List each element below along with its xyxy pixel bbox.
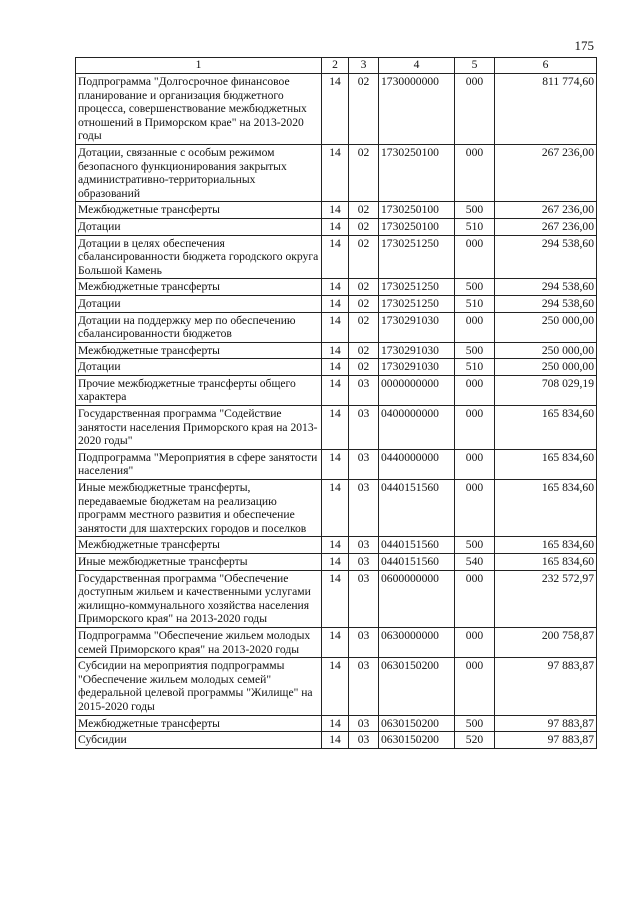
table-row [76, 570, 597, 627]
row-type-cell: 540 [455, 554, 495, 571]
row-amount-cell: 232 572,97 [495, 570, 597, 627]
row-subsection-cell: 03 [349, 480, 379, 537]
row-amount-cell: 250 000,00 [495, 359, 597, 376]
budget-table [75, 57, 597, 749]
row-name-cell: Субсидии на мероприятия подпрограммы "Обеспечение жильем молодых семей" федеральной целевой программы "Жилище" на 2015-2020 годы [76, 658, 322, 715]
row-target-cell: 0630150200 [379, 732, 455, 749]
row-name-cell: Межбюджетные трансферты [76, 279, 322, 296]
row-section-cell: 14 [322, 537, 349, 554]
row-subsection-cell: 03 [349, 627, 379, 657]
row-name-cell: Иные межбюджетные трансферты [76, 554, 322, 571]
row-amount-cell: 294 538,60 [495, 295, 597, 312]
row-section-cell: 14 [322, 375, 349, 405]
row-type-cell: 510 [455, 295, 495, 312]
row-name-cell: Дотации [76, 218, 322, 235]
row-subsection-cell: 02 [349, 279, 379, 296]
row-name-cell: Прочие межбюджетные трансферты общего характера [76, 375, 322, 405]
row-target-cell: 0630000000 [379, 627, 455, 657]
row-target-cell: 1730251250 [379, 295, 455, 312]
row-amount-cell: 200 758,87 [495, 627, 597, 657]
table-row [76, 732, 597, 749]
row-amount-cell: 97 883,87 [495, 715, 597, 732]
row-target-cell: 0630150200 [379, 658, 455, 715]
row-type-cell: 000 [455, 570, 495, 627]
row-type-cell: 000 [455, 312, 495, 342]
row-amount-cell: 97 883,87 [495, 658, 597, 715]
row-type-cell: 000 [455, 658, 495, 715]
row-name-cell: Дотации на поддержку мер по обеспечению сбалансированности бюджетов [76, 312, 322, 342]
row-section-cell: 14 [322, 715, 349, 732]
row-section-cell: 14 [322, 627, 349, 657]
row-amount-cell: 165 834,60 [495, 449, 597, 479]
row-amount-cell: 708 029,19 [495, 375, 597, 405]
row-name-cell: Подпрограмма "Мероприятия в сфере занятости населения" [76, 449, 322, 479]
row-type-cell: 000 [455, 375, 495, 405]
table-row [76, 74, 597, 145]
table-row [76, 359, 597, 376]
row-target-cell: 0600000000 [379, 570, 455, 627]
table-row [76, 658, 597, 715]
row-subsection-cell: 03 [349, 537, 379, 554]
row-type-cell: 000 [455, 235, 495, 279]
row-amount-cell: 267 236,00 [495, 218, 597, 235]
row-amount-cell: 165 834,60 [495, 537, 597, 554]
row-name-cell: Дотации [76, 295, 322, 312]
row-section-cell: 14 [322, 480, 349, 537]
table-row [76, 406, 597, 450]
row-target-cell: 1730251250 [379, 235, 455, 279]
table-row [76, 218, 597, 235]
row-type-cell: 000 [455, 480, 495, 537]
row-section-cell: 14 [322, 359, 349, 376]
row-subsection-cell: 03 [349, 732, 379, 749]
row-name-cell: Дотации в целях обеспечения сбалансированности бюджета городского округа Большой Камень [76, 235, 322, 279]
table-row [76, 144, 597, 201]
row-target-cell: 0000000000 [379, 375, 455, 405]
table-row [76, 375, 597, 405]
row-name-cell: Межбюджетные трансферты [76, 202, 322, 219]
table-row [76, 312, 597, 342]
row-subsection-cell: 02 [349, 359, 379, 376]
row-amount-cell: 294 538,60 [495, 279, 597, 296]
row-target-cell: 0630150200 [379, 715, 455, 732]
row-amount-cell: 267 236,00 [495, 144, 597, 201]
row-section-cell: 14 [322, 218, 349, 235]
row-amount-cell: 97 883,87 [495, 732, 597, 749]
row-target-cell: 1730291030 [379, 312, 455, 342]
row-target-cell: 1730250100 [379, 218, 455, 235]
row-type-cell: 510 [455, 359, 495, 376]
row-type-cell: 510 [455, 218, 495, 235]
row-name-cell: Межбюджетные трансферты [76, 715, 322, 732]
table-row [76, 554, 597, 571]
row-type-cell: 000 [455, 406, 495, 450]
row-subsection-cell: 02 [349, 235, 379, 279]
row-amount-cell: 165 834,60 [495, 406, 597, 450]
row-type-cell: 500 [455, 202, 495, 219]
row-name-cell: Субсидии [76, 732, 322, 749]
row-subsection-cell: 03 [349, 715, 379, 732]
row-subsection-cell: 03 [349, 570, 379, 627]
row-amount-cell: 250 000,00 [495, 312, 597, 342]
row-type-cell: 500 [455, 715, 495, 732]
row-target-cell: 1730000000 [379, 74, 455, 145]
row-subsection-cell: 02 [349, 312, 379, 342]
row-name-cell: Межбюджетные трансферты [76, 537, 322, 554]
row-target-cell: 0400000000 [379, 406, 455, 450]
row-type-cell: 000 [455, 144, 495, 201]
row-section-cell: 14 [322, 144, 349, 201]
table-row [76, 342, 597, 359]
row-subsection-cell: 03 [349, 406, 379, 450]
row-subsection-cell: 02 [349, 144, 379, 201]
row-type-cell: 500 [455, 279, 495, 296]
page-number: 175 [574, 38, 594, 53]
row-type-cell: 000 [455, 74, 495, 145]
row-target-cell: 1730251250 [379, 279, 455, 296]
row-subsection-cell: 02 [349, 202, 379, 219]
column-header: 1 [76, 58, 322, 74]
row-section-cell: 14 [322, 295, 349, 312]
row-target-cell: 1730291030 [379, 342, 455, 359]
row-section-cell: 14 [322, 554, 349, 571]
table-row [76, 449, 597, 479]
row-section-cell: 14 [322, 732, 349, 749]
row-type-cell: 520 [455, 732, 495, 749]
table-row [76, 295, 597, 312]
row-subsection-cell: 02 [349, 74, 379, 145]
row-section-cell: 14 [322, 570, 349, 627]
row-amount-cell: 294 538,60 [495, 235, 597, 279]
row-section-cell: 14 [322, 312, 349, 342]
row-amount-cell: 811 774,60 [495, 74, 597, 145]
row-name-cell: Подпрограмма "Долгосрочное финансовое планирование и организация бюджетного процесса, совершенствование межбюджетных отношений в Приморском крае" на 2013-2020 годы [76, 74, 322, 145]
table-row [76, 537, 597, 554]
column-header: 5 [455, 58, 495, 74]
row-target-cell: 1730250100 [379, 144, 455, 201]
row-name-cell: Государственная программа "Обеспечение доступным жильем и качественными услугами жилищно-коммунального хозяйства населения Приморского края" на 2013-2020 годы [76, 570, 322, 627]
row-subsection-cell: 03 [349, 375, 379, 405]
row-target-cell: 0440151560 [379, 537, 455, 554]
row-name-cell: Государственная программа "Содействие занятости населения Приморского края на 2013-2020 годы" [76, 406, 322, 450]
row-target-cell: 1730250100 [379, 202, 455, 219]
row-subsection-cell: 02 [349, 342, 379, 359]
row-section-cell: 14 [322, 342, 349, 359]
row-target-cell: 0440151560 [379, 480, 455, 537]
table-row [76, 202, 597, 219]
row-name-cell: Межбюджетные трансферты [76, 342, 322, 359]
row-subsection-cell: 02 [349, 218, 379, 235]
column-header: 3 [349, 58, 379, 74]
row-subsection-cell: 03 [349, 449, 379, 479]
row-amount-cell: 165 834,60 [495, 480, 597, 537]
row-amount-cell: 267 236,00 [495, 202, 597, 219]
row-subsection-cell: 02 [349, 295, 379, 312]
row-section-cell: 14 [322, 235, 349, 279]
row-subsection-cell: 03 [349, 658, 379, 715]
column-header: 6 [495, 58, 597, 74]
row-name-cell: Дотации [76, 359, 322, 376]
row-name-cell: Дотации, связанные с особым режимом безопасного функционирования закрытых административно-территориальных образований [76, 144, 322, 201]
row-section-cell: 14 [322, 202, 349, 219]
row-section-cell: 14 [322, 279, 349, 296]
row-target-cell: 0440000000 [379, 449, 455, 479]
table-row [76, 627, 597, 657]
row-amount-cell: 165 834,60 [495, 554, 597, 571]
row-type-cell: 000 [455, 449, 495, 479]
row-target-cell: 0440151560 [379, 554, 455, 571]
row-type-cell: 500 [455, 537, 495, 554]
table-row [76, 480, 597, 537]
row-name-cell: Подпрограмма "Обеспечение жильем молодых семей Приморского края" на 2013-2020 годы [76, 627, 322, 657]
row-name-cell: Иные межбюджетные трансферты, передаваемые бюджетам на реализацию программ местного развития и обеспечение занятости для шахтерских городов и поселков [76, 480, 322, 537]
row-section-cell: 14 [322, 449, 349, 479]
column-header: 2 [322, 58, 349, 74]
row-type-cell: 500 [455, 342, 495, 359]
row-type-cell: 000 [455, 627, 495, 657]
row-section-cell: 14 [322, 406, 349, 450]
table-row [76, 715, 597, 732]
row-target-cell: 1730291030 [379, 359, 455, 376]
row-section-cell: 14 [322, 74, 349, 145]
row-subsection-cell: 03 [349, 554, 379, 571]
header-row [76, 58, 597, 74]
row-amount-cell: 250 000,00 [495, 342, 597, 359]
table-row [76, 279, 597, 296]
table-row [76, 235, 597, 279]
column-header: 4 [379, 58, 455, 74]
row-section-cell: 14 [322, 658, 349, 715]
